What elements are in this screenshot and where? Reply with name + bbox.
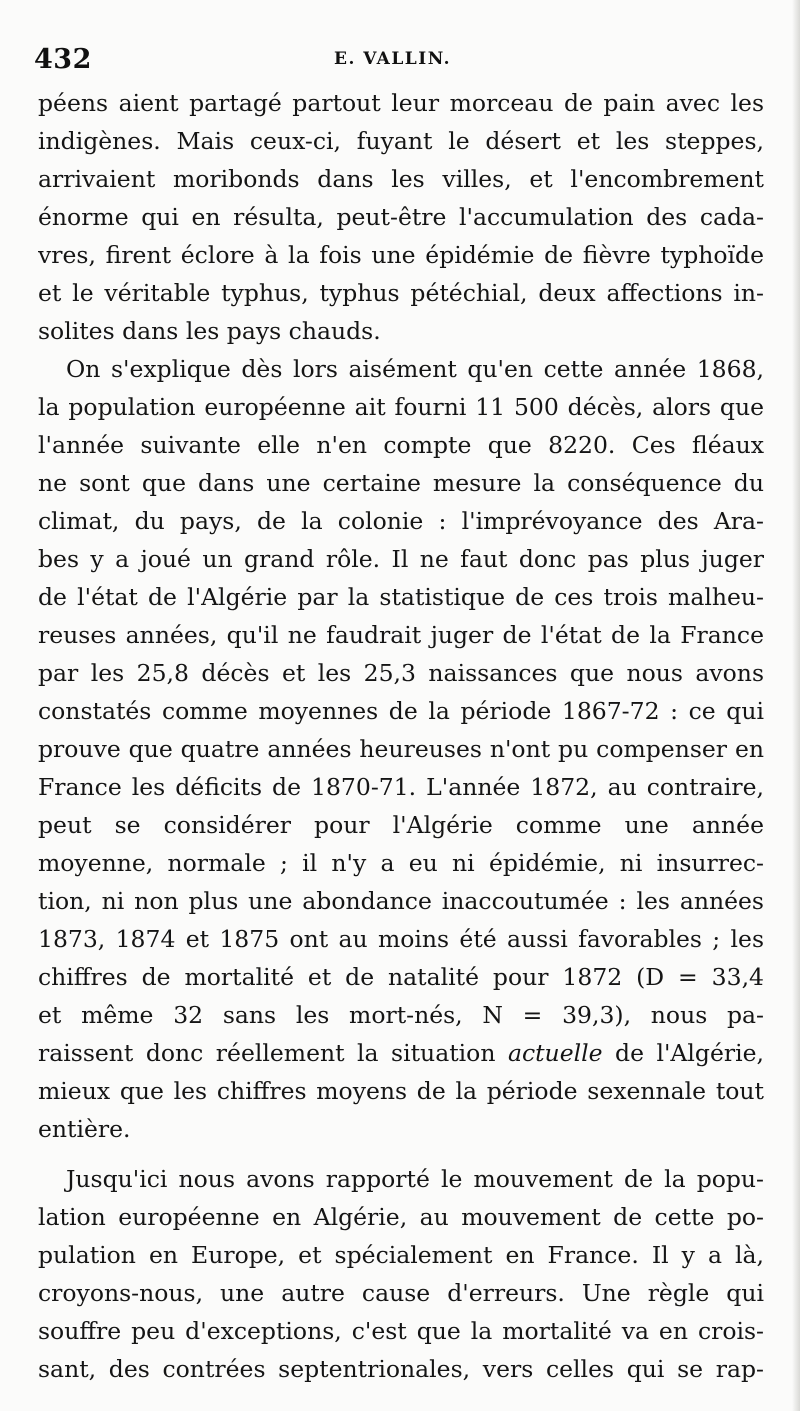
text-line: et même 32 sans les mort-nés, N = 39,3), nous pa- <box>38 1001 764 1029</box>
page-header <box>34 44 764 78</box>
text-line: solites dans les pays chauds. <box>38 317 381 345</box>
text-line: énorme qui en résulta, peut-être l'accumulation des cada- <box>38 203 764 231</box>
text-line: Jusqu'ici nous avons rapporté le mouvement de la popu- <box>66 1165 764 1193</box>
text-line: ne sont que dans une certaine mesure la conséquence du <box>38 469 764 497</box>
text-line: prouve que quatre années heureuses n'ont pu compenser en <box>38 735 764 763</box>
text-line: de l'état de l'Algérie par la statistique de ces trois malheu- <box>38 583 764 611</box>
text-line: peut se considérer pour l'Algérie comme une année <box>38 811 764 839</box>
text-line: l'année suivante elle n'en compte que 8220. Ces fléaux <box>38 431 764 459</box>
text-line: souffre peu d'exceptions, c'est que la mortalité va en crois- <box>38 1317 764 1345</box>
text-line: péens aient partagé partout leur morceau de pain avec les <box>38 89 764 117</box>
text-line: croyons-nous, une autre cause d'erreurs. Une règle qui <box>38 1279 764 1307</box>
text-line: sant, des contrées septentrionales, vers celles qui se rap- <box>38 1355 764 1383</box>
italic-word: actuelle <box>507 1039 603 1067</box>
text-line-with-italic <box>38 1034 764 1072</box>
text-line: France les déficits de 1870-71. L'année 1872, au contraire, <box>38 773 764 801</box>
paragraph-3 <box>38 1160 764 1388</box>
text-line: tion, ni non plus une abondance inaccoutumée : les années <box>38 887 764 915</box>
text-line: arrivaient moribonds dans les villes, et l'encombrement <box>38 165 764 193</box>
text-segment: de l'Algérie, <box>602 1039 764 1067</box>
running-head: E. VALLIN. <box>334 49 452 69</box>
paragraph-1 <box>38 84 764 350</box>
text-line: lation européenne en Algérie, au mouvement de cette po- <box>38 1203 764 1231</box>
paragraph-2 <box>38 350 764 1148</box>
text-line: climat, du pays, de la colonie : l'imprévoyance des Ara- <box>38 507 764 535</box>
text-line: indigènes. Mais ceux-ci, fuyant le désert et les steppes, <box>38 127 764 155</box>
body-text <box>38 84 764 1388</box>
text-line: moyenne, normale ; il n'y a eu ni épidémie, ni insurrec- <box>38 849 764 877</box>
text-line: mieux que les chiffres moyens de la période sexennale tout <box>38 1077 764 1105</box>
page-edge <box>792 0 800 1411</box>
page-number: 432 <box>34 44 92 75</box>
text-line: la population européenne ait fourni 11 500 décès, alors que <box>38 393 764 421</box>
text-line: et le véritable typhus, typhus pétéchial, deux affections in- <box>38 279 764 307</box>
text-line: 1873, 1874 et 1875 ont au moins été aussi favorables ; les <box>38 925 764 953</box>
text-line: constatés comme moyennes de la période 1867-72 : ce qui <box>38 697 764 725</box>
text-line: entière. <box>38 1115 131 1143</box>
text-line: On s'explique dès lors aisément qu'en cette année 1868, <box>66 355 764 383</box>
text-line: par les 25,8 décès et les 25,3 naissances que nous avons <box>38 659 764 687</box>
text-line: pulation en Europe, et spécialement en France. Il y a là, <box>38 1241 764 1269</box>
text-line: bes y a joué un grand rôle. Il ne faut donc pas plus juger <box>38 545 764 573</box>
text-line: reuses années, qu'il ne faudrait juger de l'état de la France <box>38 621 764 649</box>
text-line: chiffres de mortalité et de natalité pour 1872 (D = 33,4 <box>38 963 764 991</box>
text-segment: raissent donc réellement la situation <box>38 1039 508 1067</box>
text-line: vres, firent éclore à la fois une épidémie de fièvre typhoïde <box>38 241 764 269</box>
